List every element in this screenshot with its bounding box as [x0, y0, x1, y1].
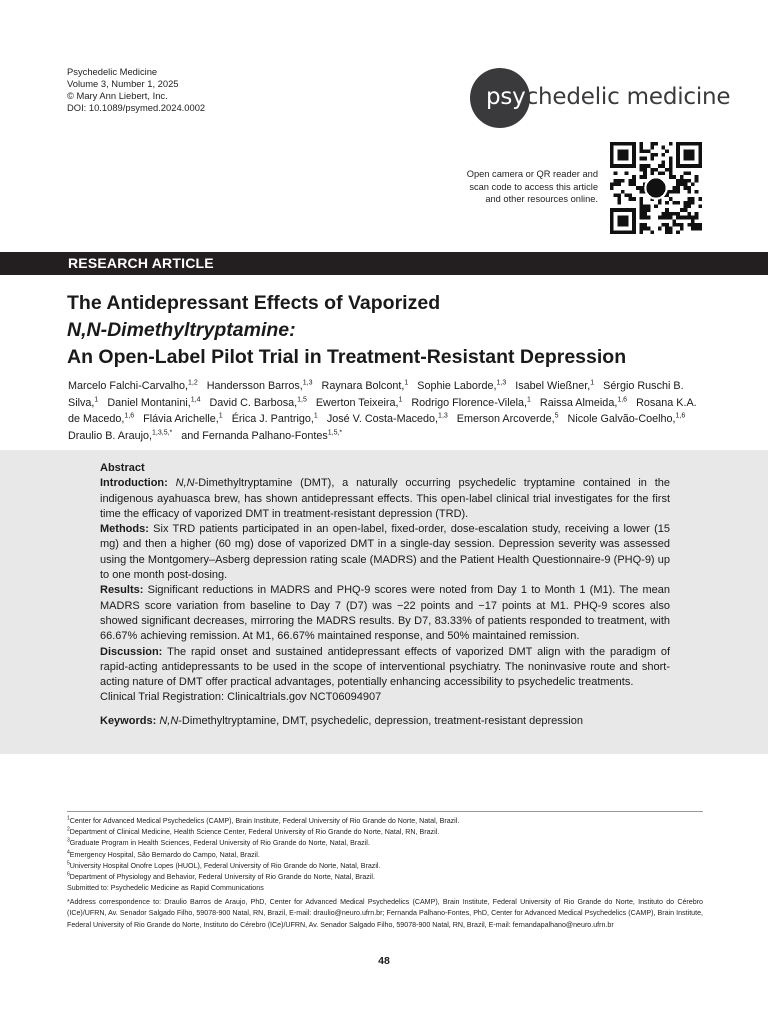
- affiliation-text: Department of Physiology and Behavior, Federal University of Rio Grande do Norte, Natal, Brazil.: [69, 873, 375, 882]
- submission-note: Submitted to: Psychedelic Medicine as Rapid Communications: [67, 884, 264, 893]
- journal-info: [67, 66, 205, 114]
- affiliation-item: [67, 850, 707, 861]
- affiliation-text: Emergency Hospital, São Bernardo do Campo, Natal, Brazil.: [69, 850, 260, 859]
- journal-volume: Volume 3, Number 1, 2025: [67, 78, 179, 89]
- author-affiliation-marker: 1,5: [297, 395, 307, 403]
- author-name: Raynara Bolcont,: [321, 380, 405, 392]
- author-name: Handersson Barros,: [206, 380, 303, 392]
- author-affiliation-marker: 1: [313, 412, 318, 420]
- author-affiliation-marker: 1: [398, 395, 403, 403]
- author-name: Nicole Galvão-Coelho,: [567, 413, 676, 425]
- author-affiliation-marker: 5: [554, 412, 559, 420]
- keywords-text: -Dimethyltryptamine, DMT, psychedelic, depression, treatment-resistant depression: [178, 715, 583, 727]
- author-name: Flávia Arichelle,: [143, 413, 219, 425]
- author-list: [68, 378, 708, 444]
- affiliation-number: 2: [67, 826, 70, 833]
- correspondence: *Address correspondence to: Draulio Barros de Araujo, PhD, Center for Advanced Medical Psychedelics (CAMP), Brain Institute, Federal University of Rio Grande do Norte, Instituto do Cérebro (ICe)/UFRN, Av. Senador Salgado Filho, 59078-900 Natal, RN, Brazil, E-mail: draulio@neuro.ufrn.br; Fernanda Palhano-Fontes, PhD, Center for Advanced Medical Psychedelics (CAMP), Brain Institute, Federal University of Rio Grande do Norte, Instituto do Cérebro (ICe)/UFRN, Av. Senador Salgado Filho, 59078-900 Natal, RN, Brazil, E-mail: fernandapalhano@neuro.ufrn.br: [67, 898, 703, 929]
- intro-label: Introduction:: [100, 477, 168, 490]
- qr-caption: [440, 168, 598, 206]
- author-affiliation-marker: 1,3: [302, 379, 313, 387]
- author-name: Isabel Wießner,: [515, 380, 591, 392]
- affiliation-text: Center for Advanced Medical Psychedelics (CAMP), Brain Institute, Federal University of Rio Grande do Norte, Natal, Brazil.: [69, 817, 460, 825]
- abstract-heading: Abstract: [100, 462, 145, 474]
- author-affiliation-marker: 1: [527, 395, 531, 403]
- affiliation-number: 5: [67, 860, 70, 867]
- author-name: and Fernanda Palhano-Fontes: [181, 429, 328, 442]
- author-affiliation-marker: 1: [590, 379, 595, 387]
- author-affiliation-marker: 1,6: [617, 395, 628, 403]
- author-affiliation-marker: 1: [404, 379, 409, 387]
- affiliation-text: University Hospital Onofre Lopes (HUOL), Federal University of Rio Grande do Norte, Natal, Brazil.: [69, 861, 381, 870]
- affiliation-item: [67, 861, 707, 872]
- author-name: Marcelo Falchi-Carvalho,: [68, 380, 189, 392]
- qr-caption-line: Open camera or QR reader and: [466, 169, 598, 179]
- author-name: Érica J. Pantrigo,: [231, 413, 314, 425]
- affiliation-item: [67, 838, 707, 849]
- author-affiliation-marker: 1,6: [124, 412, 135, 420]
- author-affiliation-marker: 1,3: [438, 412, 448, 420]
- logo-text-part2: chedelic medicine: [525, 84, 731, 110]
- affiliation-number: 6: [67, 871, 70, 878]
- abstract-results: [100, 583, 670, 644]
- affiliation-item: [67, 827, 707, 838]
- abstract-methods: [100, 522, 670, 583]
- author-name: Daniel Montanini,: [107, 396, 191, 409]
- author-name: Sophie Laborde,: [417, 380, 497, 392]
- keywords: [100, 715, 700, 727]
- results-label: Results:: [100, 584, 144, 597]
- title-line-3: An Open-Label Pilot Trial in Treatment-Resistant Depression: [67, 346, 627, 368]
- keywords-label: Keywords:: [100, 715, 157, 727]
- keywords-italic: N,N: [159, 715, 179, 727]
- abstract-introduction: [100, 476, 670, 522]
- page-number: 48: [378, 955, 390, 967]
- author-name: Raissa Almeida,: [539, 396, 618, 409]
- author-affiliation-marker: 1,5,*: [327, 428, 343, 436]
- qr-caption-line: scan code to access this article: [469, 181, 598, 192]
- discussion-label: Discussion:: [100, 645, 163, 658]
- title-line-2-text: N,N-Dimethyltryptamine:: [67, 319, 296, 341]
- author-affiliation-marker: 1,2: [188, 379, 198, 387]
- intro-italic: N,N: [175, 477, 195, 490]
- abstract: [100, 461, 670, 706]
- affiliation-number: 3: [67, 838, 70, 845]
- author-name: David C. Barbosa,: [209, 396, 298, 409]
- results-text: Significant reductions in MADRS and PHQ-9 scores were noted from Day 1 to Month 1 (M1). The mean MADRS score variation from baseline to Day 7 (D7) was −22 points and −17 points at M1. PHQ-9 scores also showed significant decreases, mirroring the MADRS results. By D7, 83.33% of patients responded to treatment, with 66.67% achieving remission. At M1, 66.67% maintained response, and 50% maintained remission.: [100, 584, 670, 643]
- author-affiliation-marker: 1,3,5,*: [152, 428, 173, 436]
- author-name: José V. Costa-Macedo,: [326, 413, 439, 425]
- article-title: [67, 290, 717, 371]
- trial-registration: Clinical Trial Registration: Clinicaltrials.gov NCT06094907: [100, 691, 382, 704]
- qr-caption-line: and other resources online.: [485, 194, 598, 204]
- affiliation-item: [67, 816, 707, 827]
- journal-name: Psychedelic Medicine: [67, 66, 158, 77]
- author-affiliation-marker: 1: [218, 412, 223, 420]
- author-affiliation-marker: 1,4: [190, 395, 201, 403]
- abstract-discussion: [100, 645, 670, 691]
- qr-code-icon[interactable]: [610, 142, 702, 234]
- author-affiliation-marker: 1,6: [675, 412, 686, 420]
- author-affiliation-marker: 1,3: [496, 379, 507, 387]
- author-name: Rodrigo Florence-Vilela,: [411, 396, 527, 409]
- author-affiliation-marker: 1: [94, 395, 99, 403]
- methods-text: Six TRD patients participated in an open-label, fixed-order, dose-escalation study, receiving a lower (15 mg) and then a higher (60 mg) dose of vaporized DMT in a single-day session. Depression severity was assessed using the Montgomery–Asberg depression rating scale (MADRS) and the Patient Health Questionnaire-9 (PHQ-9) up to one month post-dosing.: [100, 523, 670, 582]
- affiliation-text: Department of Clinical Medicine, Health Science Center, Federal University of Rio Grande do Norte, Natal, RN, Brazil.: [69, 828, 440, 837]
- affiliations: [67, 816, 707, 894]
- logo-text-part1: psy: [486, 84, 526, 110]
- intro-text: -Dimethyltryptamine (DMT), a naturally occurring psychedelic tryptamine contained in the indigenous ayahuasca brew, has shown antidepressant effects. This open-label clinical trial investigates for the first time the efficacy of vaporized DMT in treatment-resistant depression (TRD).: [100, 477, 670, 520]
- affiliation-number: 1: [67, 815, 70, 822]
- discussion-text: The rapid onset and sustained antidepressant effects of vaporized DMT align with the paradigm of rapid-acting antidepressants to be used in the scope of interventional psychiatry. The noninvasive route and short-acting nature of DMT offer practical advantages, potentially enhancing accessibility to psychedelic treatments.: [100, 645, 671, 689]
- footnote-divider: [67, 811, 703, 812]
- author-name: Ewerton Teixeira,: [315, 396, 399, 409]
- logo-text: [486, 84, 730, 110]
- section-label: RESEARCH ARTICLE: [68, 255, 214, 271]
- title-line-1: The Antidepressant Effects of Vaporized: [67, 292, 441, 314]
- journal-logo: [470, 68, 731, 132]
- journal-copyright: © Mary Ann Liebert, Inc.: [67, 90, 168, 101]
- title-line-2: [67, 317, 717, 344]
- section-bar: [0, 252, 768, 275]
- methods-label: Methods:: [100, 523, 149, 536]
- affiliation-item: [67, 872, 707, 883]
- affiliation-number: 4: [67, 849, 70, 856]
- author-name: Sérgio Ruschi B. Silva,: [68, 380, 684, 409]
- affiliation-text: Graduate Program in Health Sciences, Federal University of Rio Grande do Norte, Natal, Brazil.: [69, 839, 370, 848]
- journal-doi[interactable]: DOI: 10.1089/psymed.2024.0002: [67, 102, 206, 113]
- author-name: Draulio B. Araujo,: [68, 429, 153, 442]
- author-name: Rosana K.A. de Macedo,: [68, 396, 697, 425]
- author-name: Emerson Arcoverde,: [456, 413, 555, 425]
